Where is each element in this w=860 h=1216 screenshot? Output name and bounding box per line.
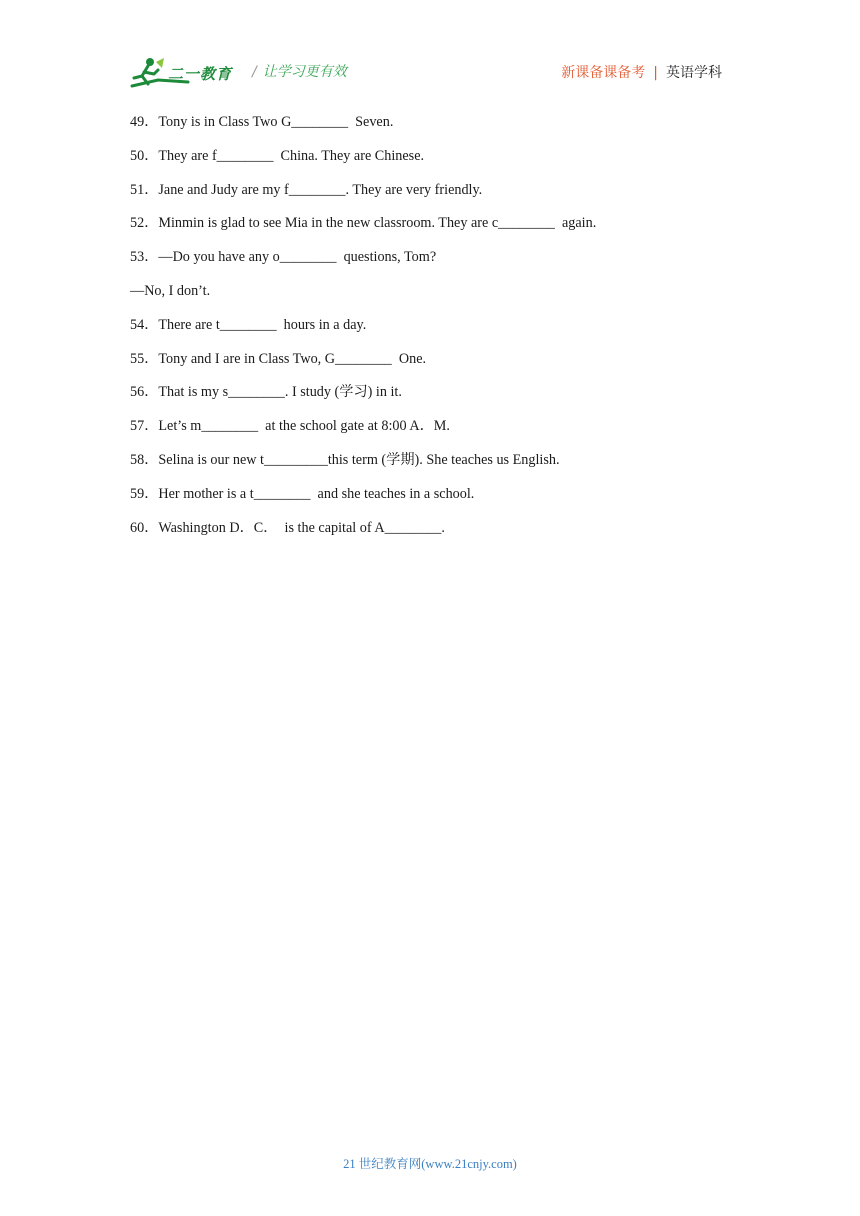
question-54: 54．There are t________ hours in a day.: [130, 316, 367, 333]
question-55: 55．Tony and I are in Class Two, G________ One.: [130, 350, 427, 367]
question-59: 59．Her mother is a t________ and she teaches in a school.: [130, 485, 475, 502]
question-51: 51．Jane and Judy are my f________. They are very friendly.: [130, 181, 483, 198]
question-52: 52．Minmin is glad to see Mia in the new classroom. They are c________ again.: [130, 215, 597, 232]
logo-text: 二一教育: [168, 65, 233, 83]
header-slogan: [252, 61, 347, 81]
header-course-label: 新课备课备考: [561, 65, 646, 81]
question-53-answer: —No, I don’t.: [130, 282, 211, 299]
header-subject-label: 英语学科: [666, 65, 722, 81]
question-56: 56．That is my s________. I study (学习) in it.: [130, 384, 402, 401]
question-58: 58．Selina is our new t_________this term (学期). She teaches us English.: [130, 451, 560, 468]
question-50: 50．They are f________ China. They are Chinese.: [130, 147, 425, 164]
question-60: 60．Washington D．C． is the capital of A________.: [130, 519, 445, 536]
slogan-text: 让学习更有效: [262, 64, 347, 80]
question-57: 57．Let’s m________ at the school gate at 8:00 A．M.: [130, 418, 450, 435]
slogan-separator: /: [252, 64, 257, 80]
question-53: 53．—Do you have any o________ questions, Tom?: [130, 249, 437, 266]
question-49: 49．Tony is in Class Two G________ Seven.: [130, 114, 394, 130]
header-divider: |: [653, 65, 658, 81]
header-subject: [561, 62, 722, 82]
question-list: [130, 110, 750, 549]
page-footer: 21 世纪教育网(www.21cnjy.com): [343, 1157, 517, 1171]
page-header: [0, 0, 860, 100]
